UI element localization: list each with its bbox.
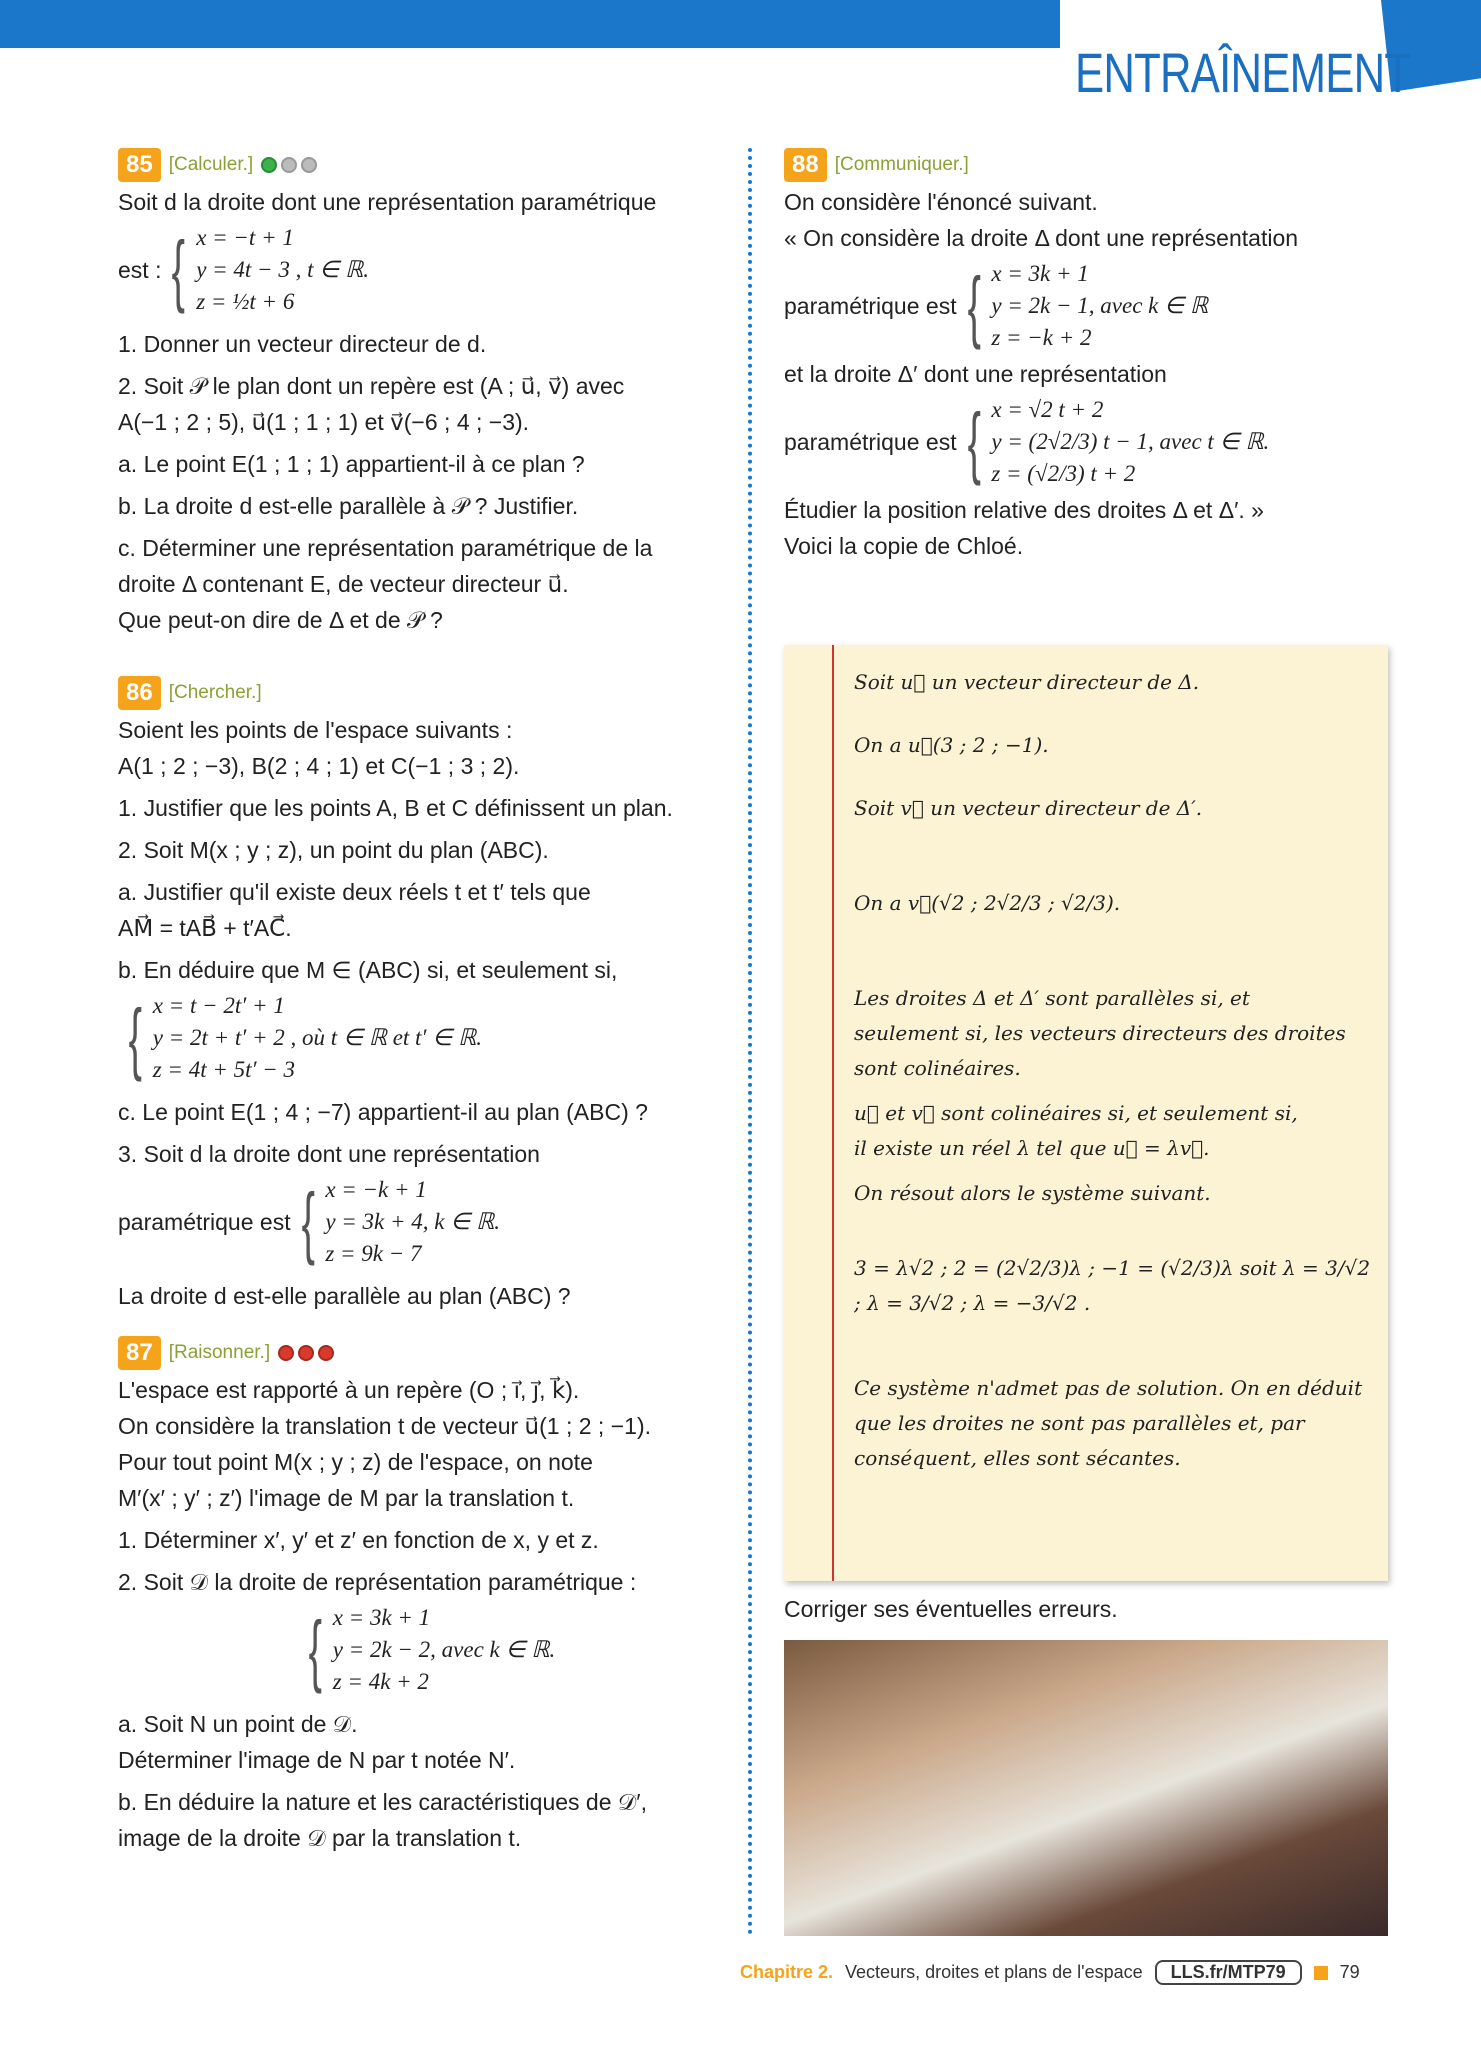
exo-text: paramétrique est: [118, 1209, 291, 1235]
exo-tag: [Raisonner.]: [168, 1342, 271, 1363]
note-line: que les droites ne sont pas parallèles et, par: [854, 1411, 1305, 1435]
difficulty-dot-icon: [318, 1345, 334, 1361]
question: 2. Soit 𝒫 le plan dont un repère est (A ; u⃗, v⃗) avec: [118, 373, 625, 399]
exo-number: 88: [784, 148, 827, 182]
exo-number: 85: [118, 148, 161, 182]
system: [784, 394, 1384, 490]
exo-text: Soit d la droite dont une représentation paramétrique: [118, 189, 657, 215]
system-line: x = 3k + 1: [991, 261, 1089, 286]
note-text: [854, 665, 1374, 1476]
page-title: ENTRAÎNEMENT: [1075, 41, 1411, 104]
exo-text: « On considère la droite Δ dont une représentation: [784, 225, 1299, 251]
question: b. La droite d est-elle parallèle à 𝒫 ? Justifier.: [118, 493, 579, 519]
exo-87-header: [118, 1336, 718, 1370]
exo-text: L'espace est rapporté à un repère (O ; i⃗, j⃗, k⃗).: [118, 1377, 580, 1403]
system-line: y = (2√2/3) t − 1, avec t ∈ ℝ.: [991, 429, 1270, 454]
question: b. En déduire que M ∈ (ABC) si, et seulement si,: [118, 957, 618, 983]
exo-tag: [Chercher.]: [168, 682, 262, 703]
exo-text: est :: [118, 257, 162, 283]
question: c. Déterminer une représentation paramétrique de la: [118, 535, 653, 561]
brace-icon: {: [128, 993, 143, 1082]
question: 2. Soit M(x ; y ; z), un point du plan (ABC).: [118, 837, 549, 863]
note-line: Ce système n'admet pas de solution. On en déduit: [854, 1376, 1363, 1400]
difficulty-dot-icon: [301, 157, 317, 173]
left-column: [118, 148, 718, 1858]
exo-text: A(−1 ; 2 ; 5), u⃗(1 ; 1 ; 1) et v⃗(−6 ; 4 ; −3).: [118, 409, 530, 435]
exo-text: On considère l'énoncé suivant.: [784, 189, 1098, 215]
question: 3. Soit d la droite dont une représentation: [118, 1141, 540, 1167]
exo-text: Étudier la position relative des droites Δ et Δ′. »: [784, 497, 1264, 523]
brace-icon: {: [967, 261, 981, 350]
exo-text: droite Δ contenant E, de vecteur directeur u⃗.: [118, 571, 569, 597]
top-bar: [0, 0, 1060, 48]
footer-title: Vecteurs, droites et plans de l'espace: [845, 1962, 1143, 1982]
column-divider: [748, 148, 752, 1936]
note-line: 3 = λ√2 ; 2 = (2√2/3)λ ; −1 = (√2/3)λ soit λ = 3/√2 ; λ = 3/√2 ; λ = −3/√2 .: [854, 1256, 1371, 1315]
note-line: u⃗ et v⃗ sont colinéaires si, et seulement si,: [854, 1101, 1298, 1125]
difficulty-dots: [278, 1345, 334, 1361]
exo-text: Voici la copie de Chloé.: [784, 533, 1024, 559]
system-line: y = 2k − 2, avec k ∈ ℝ.: [332, 1637, 556, 1662]
question: La droite d est-elle parallèle au plan (ABC) ?: [118, 1283, 571, 1309]
note-line: conséquent, elles sont sécantes.: [854, 1446, 1181, 1470]
difficulty-dot-icon: [278, 1345, 294, 1361]
note-line: Les droites Δ et Δ′ sont parallèles si, et: [854, 986, 1250, 1010]
system-line: y = 2k − 1, avec k ∈ ℝ: [991, 293, 1209, 318]
exo-tag: [Communiquer.]: [834, 154, 969, 175]
difficulty-dot-icon: [261, 157, 277, 173]
question: 2. Soit 𝒟 la droite de représentation paramétrique :: [118, 1569, 637, 1595]
question: a. Justifier qu'il existe deux réels t et t′ tels que: [118, 879, 591, 905]
system-line: x = t − 2t′ + 1: [152, 993, 285, 1018]
note-line: il existe un réel λ tel que u⃗ = λv⃗.: [854, 1136, 1210, 1160]
exo-number: 86: [118, 676, 161, 710]
system-line: x = −k + 1: [325, 1177, 427, 1202]
exo-text: paramétrique est: [784, 429, 957, 455]
exo-text: M′(x′ ; y′ ; z′) l'image de M par la translation t.: [118, 1485, 575, 1511]
system-line: y = 3k + 4, k ∈ ℝ.: [325, 1209, 500, 1234]
system: [118, 990, 718, 1086]
difficulty-dot-icon: [298, 1345, 314, 1361]
system-line: z = 4k + 2: [332, 1669, 429, 1694]
footer-link[interactable]: LLS.fr/MTP79: [1155, 1960, 1302, 1985]
brace-icon: {: [172, 225, 186, 314]
exo-text: et la droite Δ′ dont une représentation: [784, 361, 1167, 387]
note-margin-line: [832, 645, 834, 1581]
exo-text: Pour tout point M(x ; y ; z) de l'espace, on note: [118, 1449, 593, 1475]
footer-square-icon: [1314, 1966, 1328, 1980]
note-line: Soit v⃗ un vecteur directeur de Δ′.: [854, 796, 1203, 820]
exo-text: A(1 ; 2 ; −3), B(2 ; 4 ; 1) et C(−1 ; 3 ; 2).: [118, 753, 520, 779]
difficulty-dots: [261, 157, 317, 173]
exo-text: Déterminer l'image de N par t notée N′.: [118, 1747, 516, 1773]
note-line: Soit u⃗ un vecteur directeur de Δ.: [854, 670, 1200, 694]
brace-icon: {: [308, 1605, 323, 1694]
question: c. Le point E(1 ; 4 ; −7) appartient-il au plan (ABC) ?: [118, 1099, 648, 1125]
exo-86-header: [118, 676, 718, 710]
exo-88-header: [784, 148, 1384, 182]
footer-chapter: Chapitre 2.: [740, 1962, 834, 1982]
right-column: [784, 148, 1384, 566]
system-line: y = 4t − 3 , t ∈ ℝ.: [196, 257, 369, 282]
exo-text: On considère la translation t de vecteur u⃗(1 ; 2 ; −1).: [118, 1413, 651, 1439]
system-line: x = 3k + 1: [332, 1605, 431, 1630]
system-line: z = −k + 2: [991, 325, 1092, 350]
note-line: sont colinéaires.: [854, 1056, 1021, 1080]
question: 1. Justifier que les points A, B et C définissent un plan.: [118, 795, 673, 821]
brace-icon: {: [967, 397, 981, 486]
question: a. Le point E(1 ; 1 ; 1) appartient-il à ce plan ?: [118, 451, 585, 477]
page-number: 79: [1339, 1962, 1360, 1982]
system-line: x = √2 t + 2: [991, 397, 1104, 422]
footer: [740, 1960, 1360, 1985]
exo-text: Que peut-on dire de Δ et de 𝒫 ?: [118, 607, 443, 633]
exo-text: AM⃗ = tAB⃗ + t′AC⃗.: [118, 915, 292, 941]
question: 1. Donner un vecteur directeur de d.: [118, 331, 487, 357]
system-line: z = 4t + 5t′ − 3: [152, 1057, 296, 1082]
brace-icon: {: [301, 1177, 315, 1266]
exo-number: 87: [118, 1336, 161, 1370]
exo-text: image de la droite 𝒟 par la translation t.: [118, 1825, 522, 1851]
system-line: y = 2t + t′ + 2 , où t ∈ ℝ et t′ ∈ ℝ.: [152, 1025, 482, 1050]
exo-text: Soient les points de l'espace suivants :: [118, 717, 513, 743]
system: [298, 1602, 718, 1698]
system-line: z = 9k − 7: [325, 1241, 422, 1266]
system-line: x = −t + 1: [196, 225, 294, 250]
student-writing-photo: [784, 1640, 1388, 1936]
question: b. En déduire la nature et les caractéristiques de 𝒟′,: [118, 1789, 647, 1815]
correct-instruction: Corriger ses éventuelles erreurs.: [784, 1596, 1118, 1622]
system-line: z = (√2/3) t + 2: [991, 461, 1136, 486]
note-line: On a v⃗(√2 ; 2√2/3 ; √2/3).: [854, 891, 1121, 915]
note-line: On résout alors le système suivant.: [854, 1181, 1211, 1205]
question: a. Soit N un point de 𝒟.: [118, 1711, 358, 1737]
note-line: seulement si, les vecteurs directeurs des droites: [854, 1021, 1346, 1045]
exo-tag: [Calculer.]: [168, 154, 254, 175]
system: [784, 258, 1384, 354]
student-copy-note: [784, 645, 1388, 1581]
note-line: On a u⃗(3 ; 2 ; −1).: [854, 733, 1049, 757]
difficulty-dot-icon: [281, 157, 297, 173]
system: [118, 222, 718, 318]
system: [118, 1174, 718, 1270]
system-line: z = ½t + 6: [196, 289, 295, 314]
exo-85-header: [118, 148, 718, 182]
question: 1. Déterminer x′, y′ et z′ en fonction de x, y et z.: [118, 1527, 599, 1553]
exo-text: paramétrique est: [784, 293, 957, 319]
